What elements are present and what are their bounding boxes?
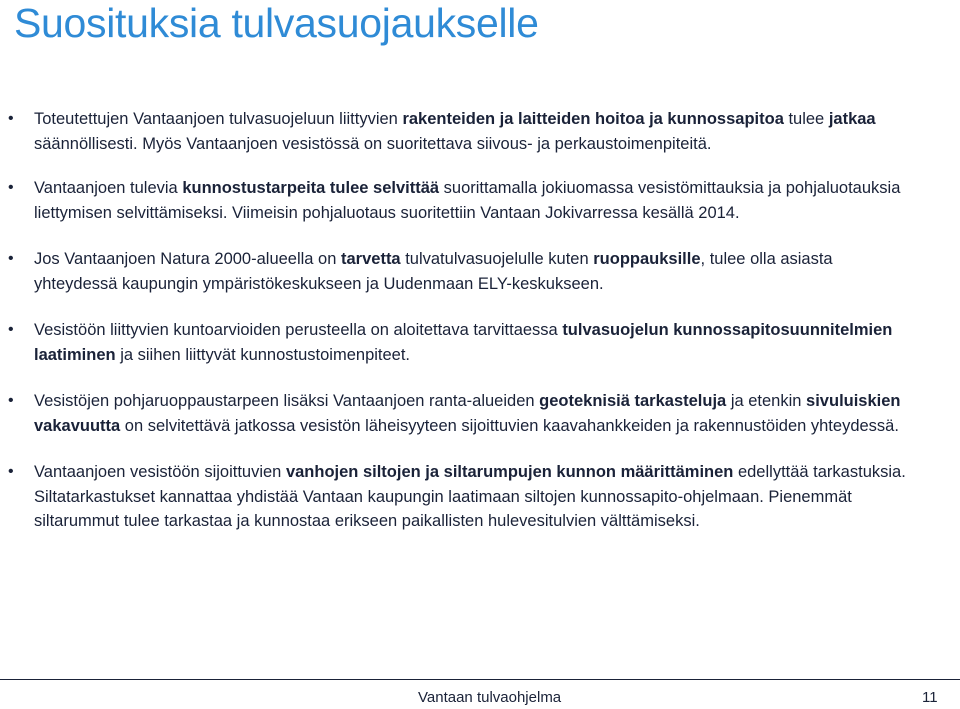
bullet-text: , tulee olla asiasta yhteydessä kaupungin ympäristökeskukseen ja Uudenmaan ELY-keskukseen. [34,250,833,293]
bullet-emphasis: jatkaa [828,110,876,128]
bullet-emphasis: tarvetta [341,250,401,268]
bullet-emphasis: sivuluiskien vakavuutta [34,392,901,435]
bullet-dot-icon: • [8,250,14,267]
bullet-text: Vesistöön liittyvien kuntoarvioiden perusteella on aloitettava tarvittaessa [34,321,563,339]
bullet-dot-icon: • [8,321,14,338]
bullet-dot-icon: • [8,110,14,127]
bullet-text: ja etenkin [726,392,807,410]
bullet-dot-icon: • [8,392,14,409]
page-number: 11 [922,689,938,706]
bullet-text: Vesistöjen pohjaruoppaustarpeen lisäksi Vantaanjoen ranta-alueiden [34,392,540,410]
bullet-item [0,318,920,367]
bullet-item [0,107,920,156]
bullet-item [0,460,920,534]
footer-title: Vantaan tulvaohjelma [418,689,562,706]
bullet-text: Toteutettujen Vantaanjoen tulvasuojeluun liittyvien [34,110,403,128]
bullet-text: Vantaanjoen vesistöön sijoittuvien [34,463,286,481]
bullet-item [0,247,920,296]
bullet-item [0,389,920,438]
bullet-text: ja siihen liittyvät kunnostustoimenpiteet. [115,345,411,364]
bullet-dot-icon: • [8,463,14,480]
bullet-emphasis: tulvasuojelun kunnossapitosuunnitelmien laatiminen [34,321,893,364]
bullet-list [0,107,920,534]
bullet-text: edellyttää tarkastuksia. Siltatarkastukset kannattaa yhdistää Vantaan kaupungin laatimaan siltojen kunnossapito-ohjelmaan. Pienemmät siltarummut tulee tarkastaa ja kunnostaa erikseen paikallisten hulevesitulvien välttämiseksi. [34,463,906,530]
bullet-emphasis: rakenteiden ja laitteiden hoitoa ja kunnossapitoa [402,110,784,128]
bullet-emphasis: kunnostustarpeita tulee selvittää [182,179,440,197]
bullet-text: on selvitettävä jatkossa vesistön läheisyyteen sijoittuvien kaavahankkeiden ja rakennustöiden yhteydessä. [120,416,899,435]
bullet-text: Jos Vantaanjoen Natura 2000-alueella on [34,250,341,268]
bullet-item [0,176,920,225]
bullet-emphasis: vanhojen siltojen ja siltarumpujen kunnon määrittäminen [285,463,734,481]
bullet-text: suorittamalla jokiuomassa vesistömittauksia ja pohjaluotauksia liettymisen selvittämiseksi. Viimeisin pohjaluotaus suoritettiin Vantaan Jokivarressa kesällä 2014. [34,179,901,222]
footer-divider [0,679,960,680]
bullet-text: säännöllisesti. Myös Vantaanjoen vesistössä on suoritettava siivous- ja perkaustoimenpiteitä. [34,134,712,153]
bullet-text: tulee [783,110,829,128]
bullet-dot-icon: • [8,179,14,196]
slide-title: Suosituksia tulvasuojaukselle [14,0,539,46]
bullet-text: Vantaanjoen tulevia [34,179,183,197]
bullet-emphasis: ruoppauksille [593,250,701,268]
bullet-emphasis: geoteknisiä tarkasteluja [539,392,727,410]
bullet-text: tulvatulvasuojelulle kuten [400,250,594,268]
